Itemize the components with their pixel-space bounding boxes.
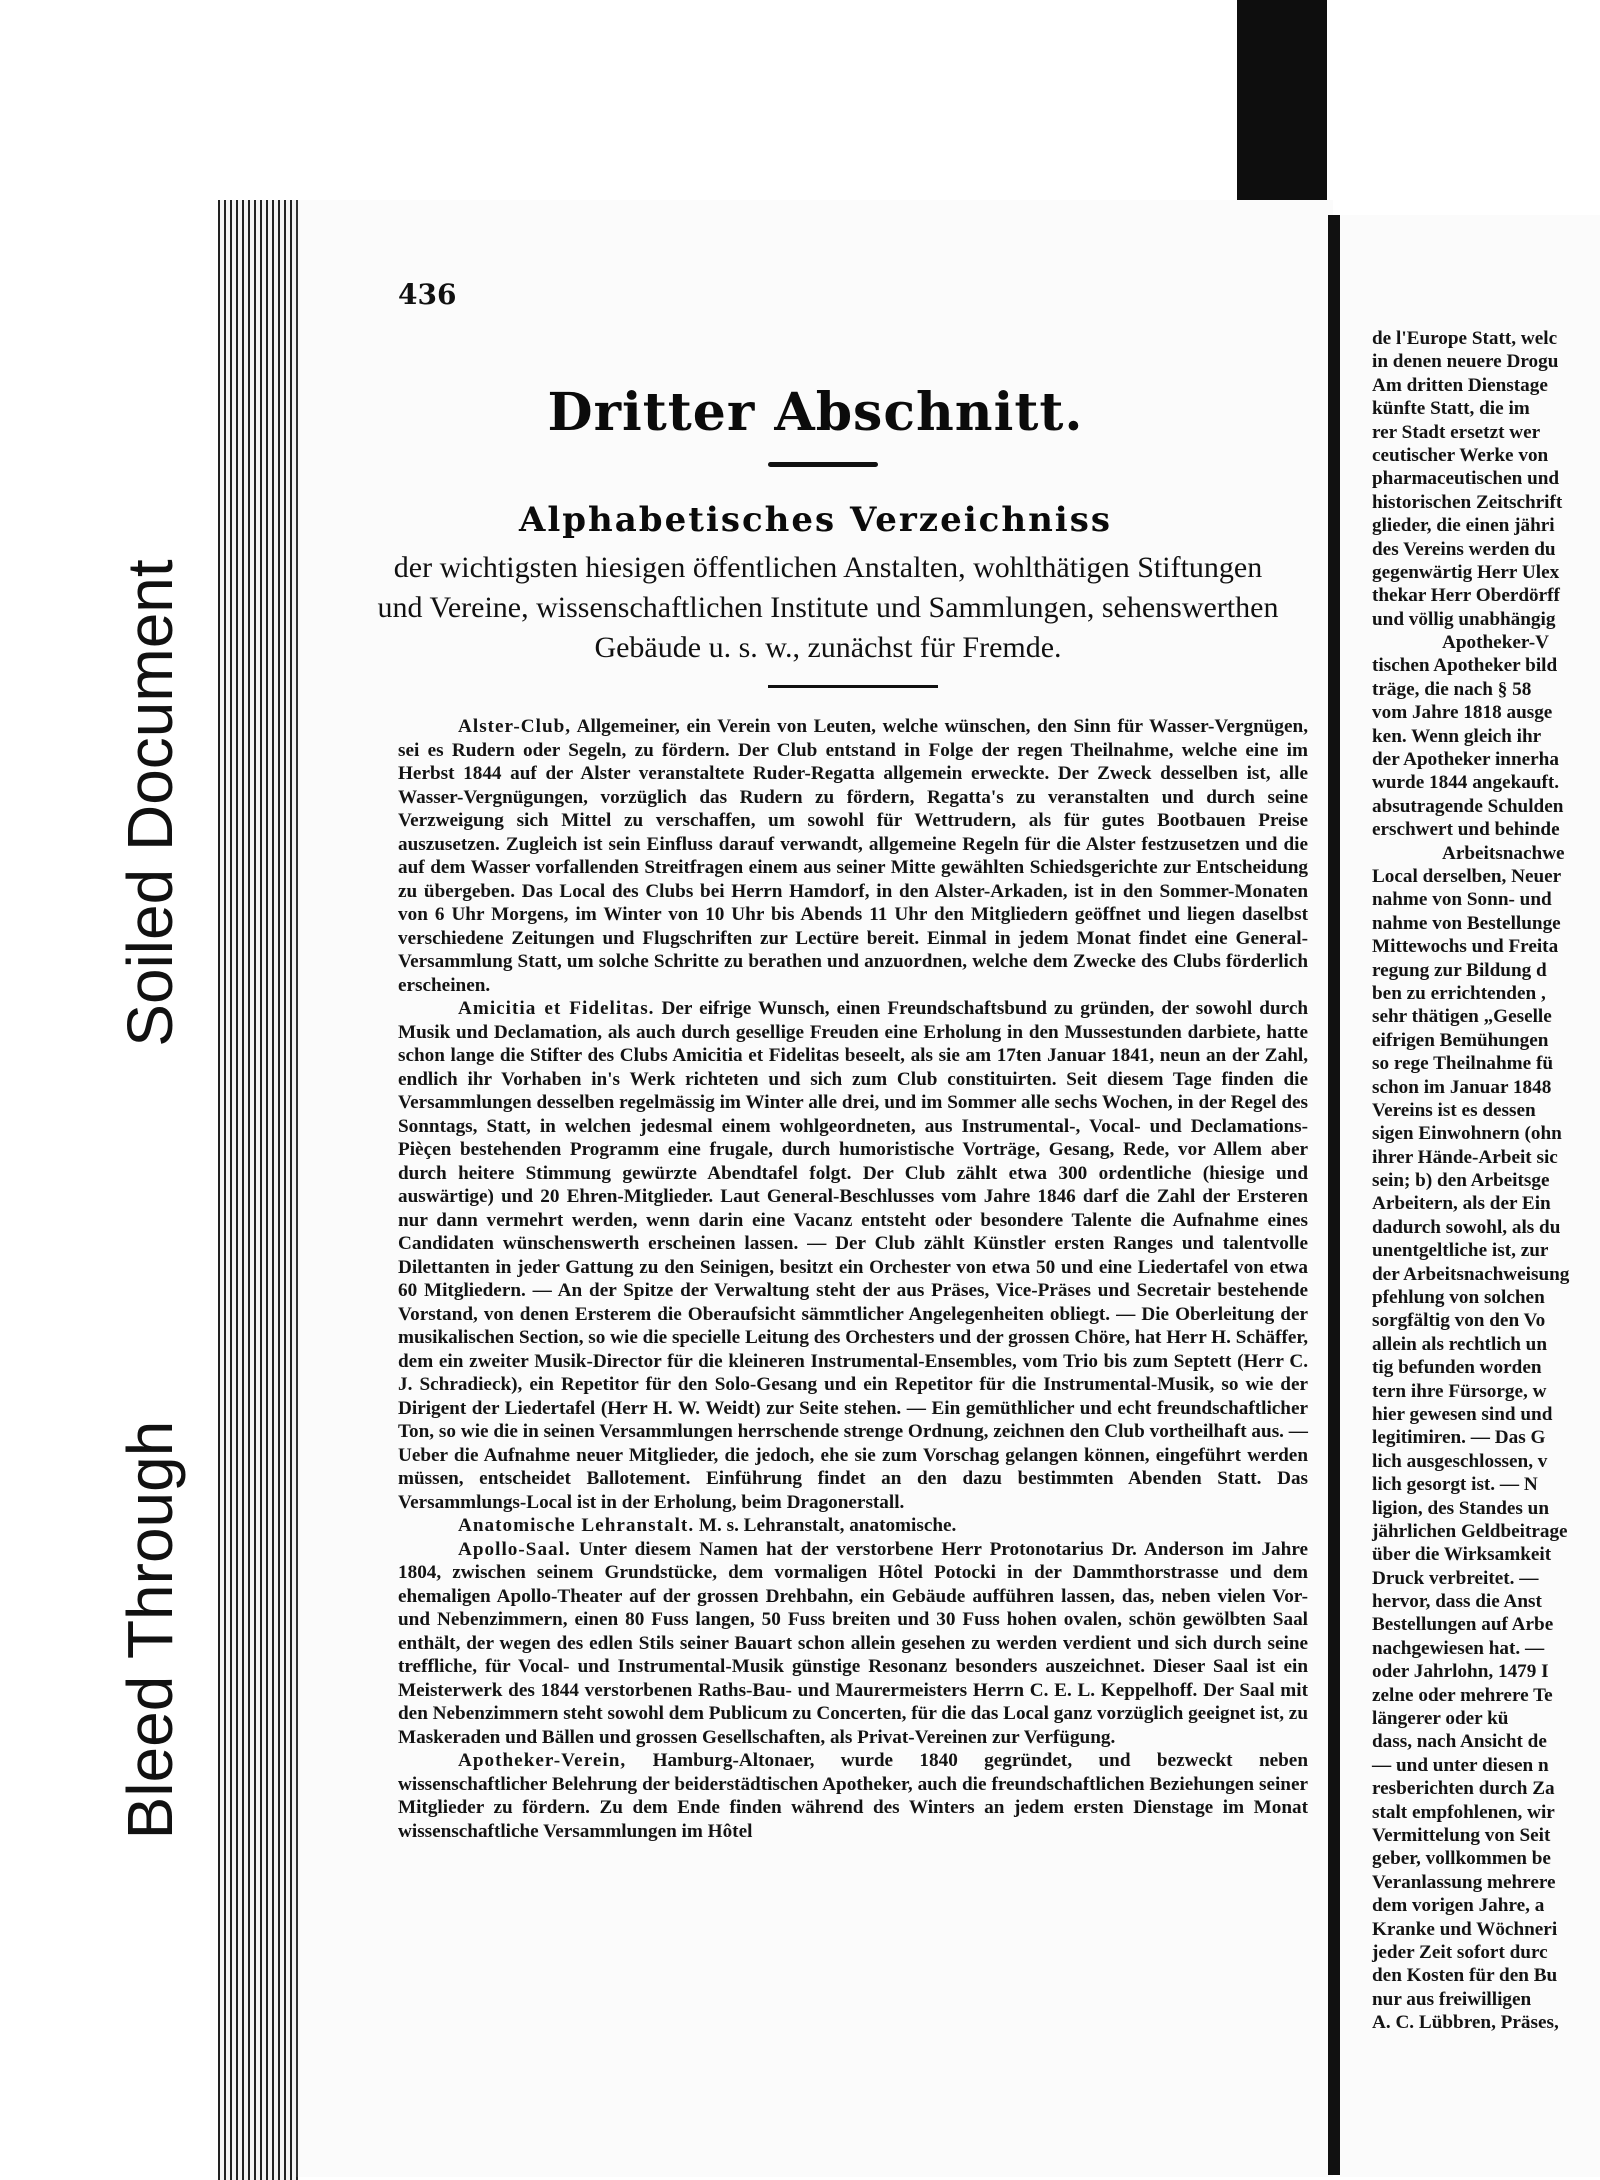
right-page-line: und völlig unabhängig: [1372, 608, 1556, 630]
right-page-line: Am dritten Dienstage: [1372, 374, 1548, 396]
right-page-line: nur aus freiwilligen: [1372, 1988, 1532, 2010]
right-page-line: ceutischer Werke von: [1372, 444, 1549, 466]
right-page-line: absutragende Schulden: [1372, 795, 1564, 817]
page-number: 436: [398, 278, 457, 311]
entry-anatomische-lehranstalt: [398, 1514, 1308, 1538]
book-page-right: [1340, 215, 1600, 2177]
right-page-line: nahme von Bestellunge: [1372, 912, 1561, 934]
right-page-line: gegenwärtig Herr Ulex: [1372, 561, 1560, 583]
right-page-line: sehr thätigen „Geselle: [1372, 1006, 1552, 1028]
description-rule: [768, 685, 938, 688]
right-page-line: regung zur Bildung d: [1372, 959, 1547, 981]
right-page-line: Arbeitsnachwe: [1442, 842, 1565, 864]
right-page-line: Vereins ist es dessen: [1372, 1099, 1536, 1121]
right-page-line: Local derselben, Neuer: [1372, 865, 1562, 887]
soiled-document-label: [80, 505, 223, 1100]
right-page-line: historischen Zeitschrift: [1372, 491, 1563, 513]
entry-term: Apotheker-Verein,: [458, 1750, 627, 1771]
right-page-line: tig befunden worden: [1372, 1357, 1542, 1379]
right-page-line: jährlichen Geldbeitrage: [1372, 1520, 1568, 1542]
entry-text: M. s. Lehranstalt, anatomische.: [694, 1515, 957, 1536]
right-page-line: — und unter diesen n: [1372, 1754, 1549, 1776]
right-page-line: eifrigen Bemühungen: [1372, 1029, 1549, 1051]
right-page-line: der Arbeitsnachweisung: [1372, 1263, 1570, 1285]
right-page-line: jeder Zeit sofort durc: [1372, 1941, 1548, 1963]
section-title: Dritter Abschnitt.: [547, 382, 1084, 443]
right-page-line: ligion, des Standes un: [1372, 1497, 1550, 1519]
right-page-line: tern ihre Fürsorge, w: [1372, 1380, 1547, 1402]
entry-term: Anatomische Lehranstalt.: [458, 1515, 695, 1536]
right-page-line: Druck verbreitet. —: [1372, 1567, 1539, 1589]
description-line: und Vereine, wissenschaftlichen Institute und Sammlungen, sehenswerthen: [377, 591, 1279, 624]
soiled-document-text: Soiled Document: [114, 558, 186, 1047]
right-page-line: resberichten durch Za: [1372, 1778, 1555, 1800]
right-page-line: längerer oder kü: [1372, 1708, 1509, 1730]
right-page-line: nahme von Sonn- und: [1372, 889, 1552, 911]
section-description: [348, 548, 1308, 668]
right-page-line: tischen Apotheker bild: [1372, 655, 1558, 677]
right-page-text: [1372, 327, 1600, 2035]
right-page-line: legitimiren. — Das G: [1372, 1427, 1546, 1449]
right-page-line: A. C. Lübbren, Präses,: [1372, 2012, 1559, 2034]
right-page-line: thekar Herr Oberdörff: [1372, 585, 1560, 607]
right-page-line: Apotheker-V: [1442, 632, 1549, 654]
book-gutter: [1328, 215, 1340, 2175]
right-page-line: unentgeltliche ist, zur: [1372, 1240, 1549, 1262]
right-page-line: Bestellungen auf Arbe: [1372, 1614, 1554, 1636]
right-page-line: träge, die nach § 58: [1372, 678, 1532, 700]
bleed-through-label: [80, 1330, 223, 1930]
entry-text: Hamburg-Altonaer, wurde 1840 gegründet, und bezweckt neben wissenschaftlicher Belehrung der beiderstädtischen Apotheker, auch die freundschaftlichen Beziehungen seiner Mitglieder zu fördern. Zu dem Ende finden während des Winters an jedem ersten Dienstage im Monat wissenschaftliche Versammlungen im Hôtel: [398, 1750, 1308, 1842]
entry-alster-club: [398, 715, 1308, 997]
right-page-line: Arbeitern, als der Ein: [1372, 1193, 1551, 1215]
description-line: Gebäude u. s. w., zunächst für Fremde.: [594, 631, 1062, 664]
right-page-line: pharmaceutischen und: [1372, 468, 1560, 490]
right-page-line: rer Stadt ersetzt wer: [1372, 421, 1541, 443]
book-page-left: [296, 200, 1333, 2177]
right-page-line: pfehlung von solchen: [1372, 1287, 1545, 1309]
entry-term: Apollo-Saal.: [458, 1538, 571, 1560]
entry-term: Alster-Club,: [458, 716, 572, 737]
right-page-line: erschwert und behinde: [1372, 819, 1560, 841]
right-page-line: über die Wirksamkeit: [1372, 1544, 1552, 1566]
right-page-line: hier gewesen sind und: [1372, 1403, 1553, 1425]
right-page-line: allein als rechtlich un: [1372, 1333, 1548, 1355]
right-page-line: Veranlassung mehrere: [1372, 1871, 1556, 1893]
right-page-line: Vermittelung von Seit: [1372, 1825, 1551, 1846]
right-page-line: nachgewiesen hat. —: [1372, 1637, 1545, 1659]
right-page-line: des Vereins werden du: [1372, 538, 1556, 560]
right-page-line: sein; b) den Arbeitsge: [1372, 1170, 1550, 1192]
right-page-line: ken. Wenn gleich ihr: [1372, 725, 1542, 747]
right-page-line: Mittewochs und Freita: [1372, 936, 1559, 958]
right-page-line: vom Jahre 1818 ausge: [1372, 702, 1553, 724]
right-page-line: oder Jahrlohn, 1479 I: [1372, 1661, 1549, 1683]
entry-amicitia: [398, 997, 1308, 1514]
right-page-line: dass, nach Ansicht de: [1372, 1731, 1547, 1753]
right-page-line: stalt empfohlenen, wir: [1372, 1801, 1555, 1823]
entry-list: [398, 715, 1308, 1843]
right-page-line: ben zu errichtenden ,: [1372, 982, 1546, 1004]
right-page-line: sigen Einwohnern (ohn: [1372, 1123, 1562, 1145]
right-page-line: in denen neuere Drogu: [1372, 351, 1559, 373]
entry-apotheker-verein: [398, 1749, 1308, 1843]
right-page-line: lich ausgeschlossen, v: [1372, 1450, 1548, 1472]
right-page-line: den Kosten für den Bu: [1372, 1965, 1558, 1987]
right-page-line: ihrer Hände-Arbeit sic: [1372, 1146, 1558, 1168]
right-page-line: dadurch sowohl, als du: [1372, 1216, 1561, 1238]
entry-text: Allgemeiner, ein Verein von Leuten, welche wünschen, den Sinn für Wasser-Vergnügen, sei es Rudern oder Segeln, zu fördern. Der Club entstand in Folge der regen Theilnahme, welche eine im Herbst 1844 auf der Alster veranstaltete Ruder-Regatta allgemein erweckte. Der Zweck desselben ist, alle Wasser-Vergnügungen, vorzüglich das Rudern zu fördern, Regatta's zu veranstalten und durch seine Verzweigung sich Mittel zu verschaffen, um sowohl für Wettrudern, als für gutes Bootbauen Preise auszusetzen. Zugleich ist sein Einfluss darauf verwandt, allgemeine Regeln für die Alster festzusetzen und die auf dem Wasser vorfallenden Streitfragen einem aus seiner Mitte gewählten Schiedsgerichte zur Entscheidung zu übergeben. Das Local des Clubs bei Herrn Hamdorf, in den Alster-Arkaden, ist in den Sommer-Monaten von 6 Uhr Morgens, im Winter von 10 Uhr bis Abends 11 Uhr den Mitgliedern geöffnet und liegen daselbst verschiedene Zeitungen und Flugschriften zur Lectüre bereit. Einmal in jedem Monat findet eine General-Versammlung Statt, um solche Schritte zu berathen und anzuordnen, welche dem Zwecke des Clubs förderlich erscheinen.: [398, 716, 1308, 996]
black-tab: [1237, 0, 1327, 210]
right-page-line: sorgfältig von den Vo: [1372, 1310, 1546, 1332]
description-line: der wichtigsten hiesigen öffentlichen Anstalten, wohlthätigen Stiftungen: [393, 551, 1263, 584]
page-edges: [218, 200, 298, 2180]
right-page-line: glieder, die einen jähri: [1372, 515, 1555, 537]
right-page-line: geber, vollkommen be: [1372, 1848, 1551, 1870]
right-page-line: dem vorigen Jahre, a: [1372, 1895, 1545, 1917]
right-page-line: de l'Europe Statt, welc: [1372, 328, 1558, 349]
right-page-line: zelne oder mehrere Te: [1372, 1684, 1553, 1706]
right-page-line: wurde 1844 angekauft.: [1372, 772, 1560, 794]
entry-text: Der eifrige Wunsch, einen Freundschaftsbund zu gründen, der sowohl durch Musik und Declamation, als auch durch gesellige Freuden eine Erholung in den Mussestunden darbiete, hatte schon lange die Stifter des Clubs Amicitia et Fidelitas beseelt, als sie am 17ten Januar 1841, neun an der Zahl, endlich ihr Vorhaben in's Werk richteten und sich zum Club constituirten. Seit diesem Tage finden die Versammlungen desselben regelmässig im Winter alle drei, und im Sommer alle sechs Wochen, in der Regel des Sonntags, Statt, in welchen jedesmal einem wohlgeordneten, aus Instrumental-, Vocal- und Declamations-Pièçen bestehenden Programm eine frugale, durch humoristische Vorträge, Gesang, Rede, vor Allem aber durch heitere Stimmung gewürzte Abendtafel folgt. Der Club zählt etwa 300 ordentliche (hiesige und auswärtige) und 20 Ehren-Mitglieder. Laut General-Beschlusses vom Jahre 1846 darf die Zahl der Ersteren nur dann vermehrt werden, wenn darin eine Vacanz entsteht oder besondere Talente die Aufnahme eines Candidaten wünschenswerth erscheinen lassen. — Der Club zählt Künstler ersten Ranges und talentvolle Dilettanten in jeder Gattung zu den Seinigen, besitzt ein Orchester von etwa 50 und eine Liedertafel von etwa 60 Mitgliedern. — An der Spitze der Verwaltung steht der aus Präses, Vice-Präses und Secretair bestehende Vorstand, von denen Ersterem die Oberaufsicht sämmtlicher Angelegenheiten obliegt. — Die Oberleitung der musikalischen Section, so wie die specielle Leitung des Orchesters und der grossen Chöre, hat Herr H. Schäffer, dem ein zweiter Musik-Director für die kleineren Instrumental-Ensembles, vom Trio bis zum Septett (Herr C. J. Schradieck), ein Repetitor für den Solo-Gesang und ein Repetitor für die Instrumental-Musik, so wie der Dirigent der Liedertafel (Herr H. W. Weidt) zur Seite stehen. — Ein gemüthlicher und echt freundschaftlicher Ton, so wie die in seinen Versammlungen herrschende strenge Ordnung, zeichnen den Club vortheilhaft aus. — Ueber die Aufnahme neuer Mitglieder, die jedoch, ehe sie zum Vorschag gelangen können, eingeführt werden müssen, entscheidet Ballotement. Einführung findet an den dazu bestimmten Abenden Statt. Das Versammlungs-Local ist in der Erholung, beim Dragonerstall.: [398, 998, 1309, 1513]
right-page-line: hervor, dass die Anst: [1372, 1591, 1542, 1613]
right-page-line: Kranke und Wöchneri: [1372, 1918, 1558, 1940]
entry-text: Unter diesem Namen hat der verstorbene Herr Protonotarius Dr. Anderson im Jahre 1804, zwischen seinem Grundstücke, dem vormaligen Hôtel Potocki in der Dammthorstrasse und dem ehemaligen Apollo-Theater auf der grossen Drehbahn, ein Gebäude aufführen lassen, das, neben vielen Vor- und Nebenzimmern, einen 80 Fuss langen, 50 Fuss breiten und 30 Fuss hohen ovalen, schön gewölbten Saal enthält, der wegen des edlen Stils seiner Bauart schon allein gesehen zu werden verdient und sich durch seine treffliche, für Vocal- und Instrumental-Musik günstige Resonanz besonders auszeichnet. Dieser Saal ist ein Meisterwerk des 1844 verstorbenen Raths-Bau- und Maurermeisters Herrn C. E. L. Keppelhoff. Der Saal mit den Nebenzimmern steht sowohl dem Publicum zu Concerten, für die das Local ganz vorzüglich geeignet ist, zu Maskeraden und Bällen und grossen Gesellschaften, als Privat-Vereinen zur Verfügung.: [398, 1538, 1308, 1748]
right-page-line: so rege Theilnahme fü: [1372, 1053, 1554, 1075]
bleed-through-text: Bleed Through: [114, 1420, 186, 1840]
section-subtitle: Alphabetisches Verzeichniss: [518, 500, 1113, 540]
entry-term: Amicitia et Fidelitas.: [458, 998, 655, 1019]
right-page-line: der Apotheker innerha: [1372, 749, 1559, 771]
right-page-line: lich gesorgt ist. — N: [1372, 1474, 1538, 1496]
title-ornament-rule: [768, 462, 878, 467]
entry-apollo-saal: [398, 1538, 1308, 1750]
right-page-line: künfte Statt, die im: [1372, 398, 1530, 420]
right-page-line: schon im Januar 1848: [1372, 1076, 1552, 1098]
